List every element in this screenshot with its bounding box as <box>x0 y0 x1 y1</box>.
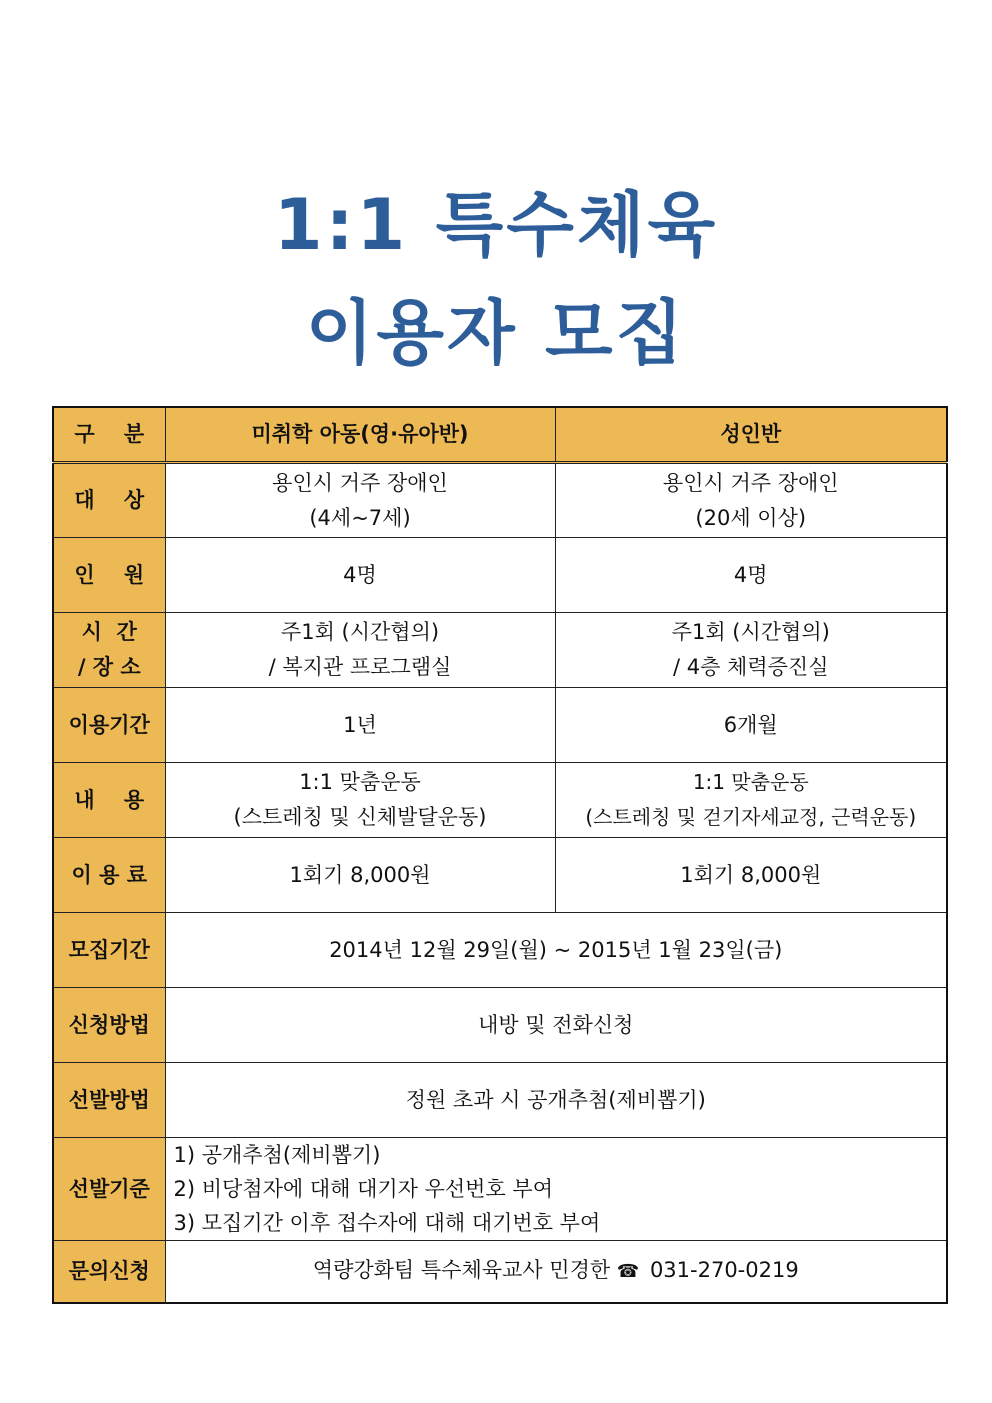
cell-line: (스트레칭 및 신체발달운동) <box>233 805 487 829</box>
cell-fee-children: 1회기 8,000원 <box>165 838 555 913</box>
table-header-row <box>53 407 947 463</box>
cell-time-adult <box>555 613 947 688</box>
table-row-contact <box>53 1241 947 1303</box>
table-row-criteria <box>53 1138 947 1241</box>
contact-phone: 031-270-0219 <box>649 1258 799 1283</box>
cell-count-adult: 4명 <box>555 538 947 613</box>
table-row-time-place <box>53 613 947 688</box>
header-children: 미취학 아동(영·유아반) <box>165 407 555 463</box>
cell-line: (스트레칭 및 걷기자세교정, 근력운동) <box>585 805 917 829</box>
row-label-select: 선발방법 <box>53 1063 165 1138</box>
phone-icon: ☎ <box>616 1261 640 1283</box>
row-label-contact: 문의신청 <box>53 1241 165 1303</box>
row-label-content: 내 용 <box>53 763 165 838</box>
recruitment-table <box>52 406 948 1304</box>
title-line-1: 1:1 특수체육 <box>273 184 719 266</box>
table-row-fee <box>53 838 947 913</box>
row-label-fee: 이 용 료 <box>53 838 165 913</box>
criteria-item: 3) 모집기간 이후 접수자에 대해 대기번호 부여 <box>173 1211 601 1235</box>
criteria-item: 1) 공개추첨(제비뽑기) <box>173 1143 381 1167</box>
cell-content-children <box>165 763 555 838</box>
table-row-apply <box>53 988 947 1063</box>
criteria-item: 2) 비당첨자에 대해 대기자 우선번호 부여 <box>173 1177 554 1201</box>
title-line-2: 이용자 모집 <box>305 292 687 374</box>
cell-line: (20세 이상) <box>695 505 807 530</box>
cell-line: 용인시 거주 장애인 <box>662 470 839 495</box>
cell-line: 용인시 거주 장애인 <box>272 470 448 495</box>
cell-line: 주1회 (시간협의) <box>280 620 440 644</box>
cell-line: 1:1 맞춤운동 <box>692 770 809 794</box>
table-row-target <box>53 463 947 538</box>
row-label-recruit: 모집기간 <box>53 913 165 988</box>
cell-period-children: 1년 <box>165 688 555 763</box>
cell-recruit-period: 2014년 12월 29일(월) ~ 2015년 1월 23일(금) <box>165 913 947 988</box>
table-row-count <box>53 538 947 613</box>
row-label-time-place <box>53 613 165 688</box>
header-adult: 성인반 <box>555 407 947 463</box>
row-label-apply: 신청방법 <box>53 988 165 1063</box>
cell-count-children: 4명 <box>165 538 555 613</box>
row-label-target: 대 상 <box>53 463 165 538</box>
row-label-criteria: 선발기준 <box>53 1138 165 1241</box>
header-category: 구 분 <box>53 407 165 463</box>
table-row-recruit <box>53 913 947 988</box>
cell-period-adult: 6개월 <box>555 688 947 763</box>
cell-criteria-list <box>165 1138 947 1241</box>
cell-select-method: 정원 초과 시 공개추첨(제비뽑기) <box>165 1063 947 1138</box>
cell-line: / 4층 체력증진실 <box>672 655 829 679</box>
cell-line: / 복지관 프로그램실 <box>268 655 452 679</box>
cell-line: 1:1 맞춤운동 <box>299 770 421 794</box>
row-label-period: 이용기간 <box>53 688 165 763</box>
cell-line: 주1회 (시간협의) <box>671 620 830 644</box>
cell-fee-adult: 1회기 8,000원 <box>555 838 947 913</box>
cell-apply-method: 내방 및 전화신청 <box>165 988 947 1063</box>
label-line: / 장 소 <box>77 655 141 679</box>
label-line: 시 간 <box>81 620 137 644</box>
cell-time-children <box>165 613 555 688</box>
cell-content-adult <box>555 763 947 838</box>
table-row-period <box>53 688 947 763</box>
row-label-count: 인 원 <box>53 538 165 613</box>
contact-text: 역량강화팀 특수체육교사 민경한 <box>312 1258 611 1283</box>
cell-line: (4세~7세) <box>309 505 411 530</box>
table-row-select <box>53 1063 947 1138</box>
cell-contact <box>165 1241 947 1303</box>
table-row-content <box>53 763 947 838</box>
cell-target-adult <box>555 463 947 538</box>
cell-target-children <box>165 463 555 538</box>
